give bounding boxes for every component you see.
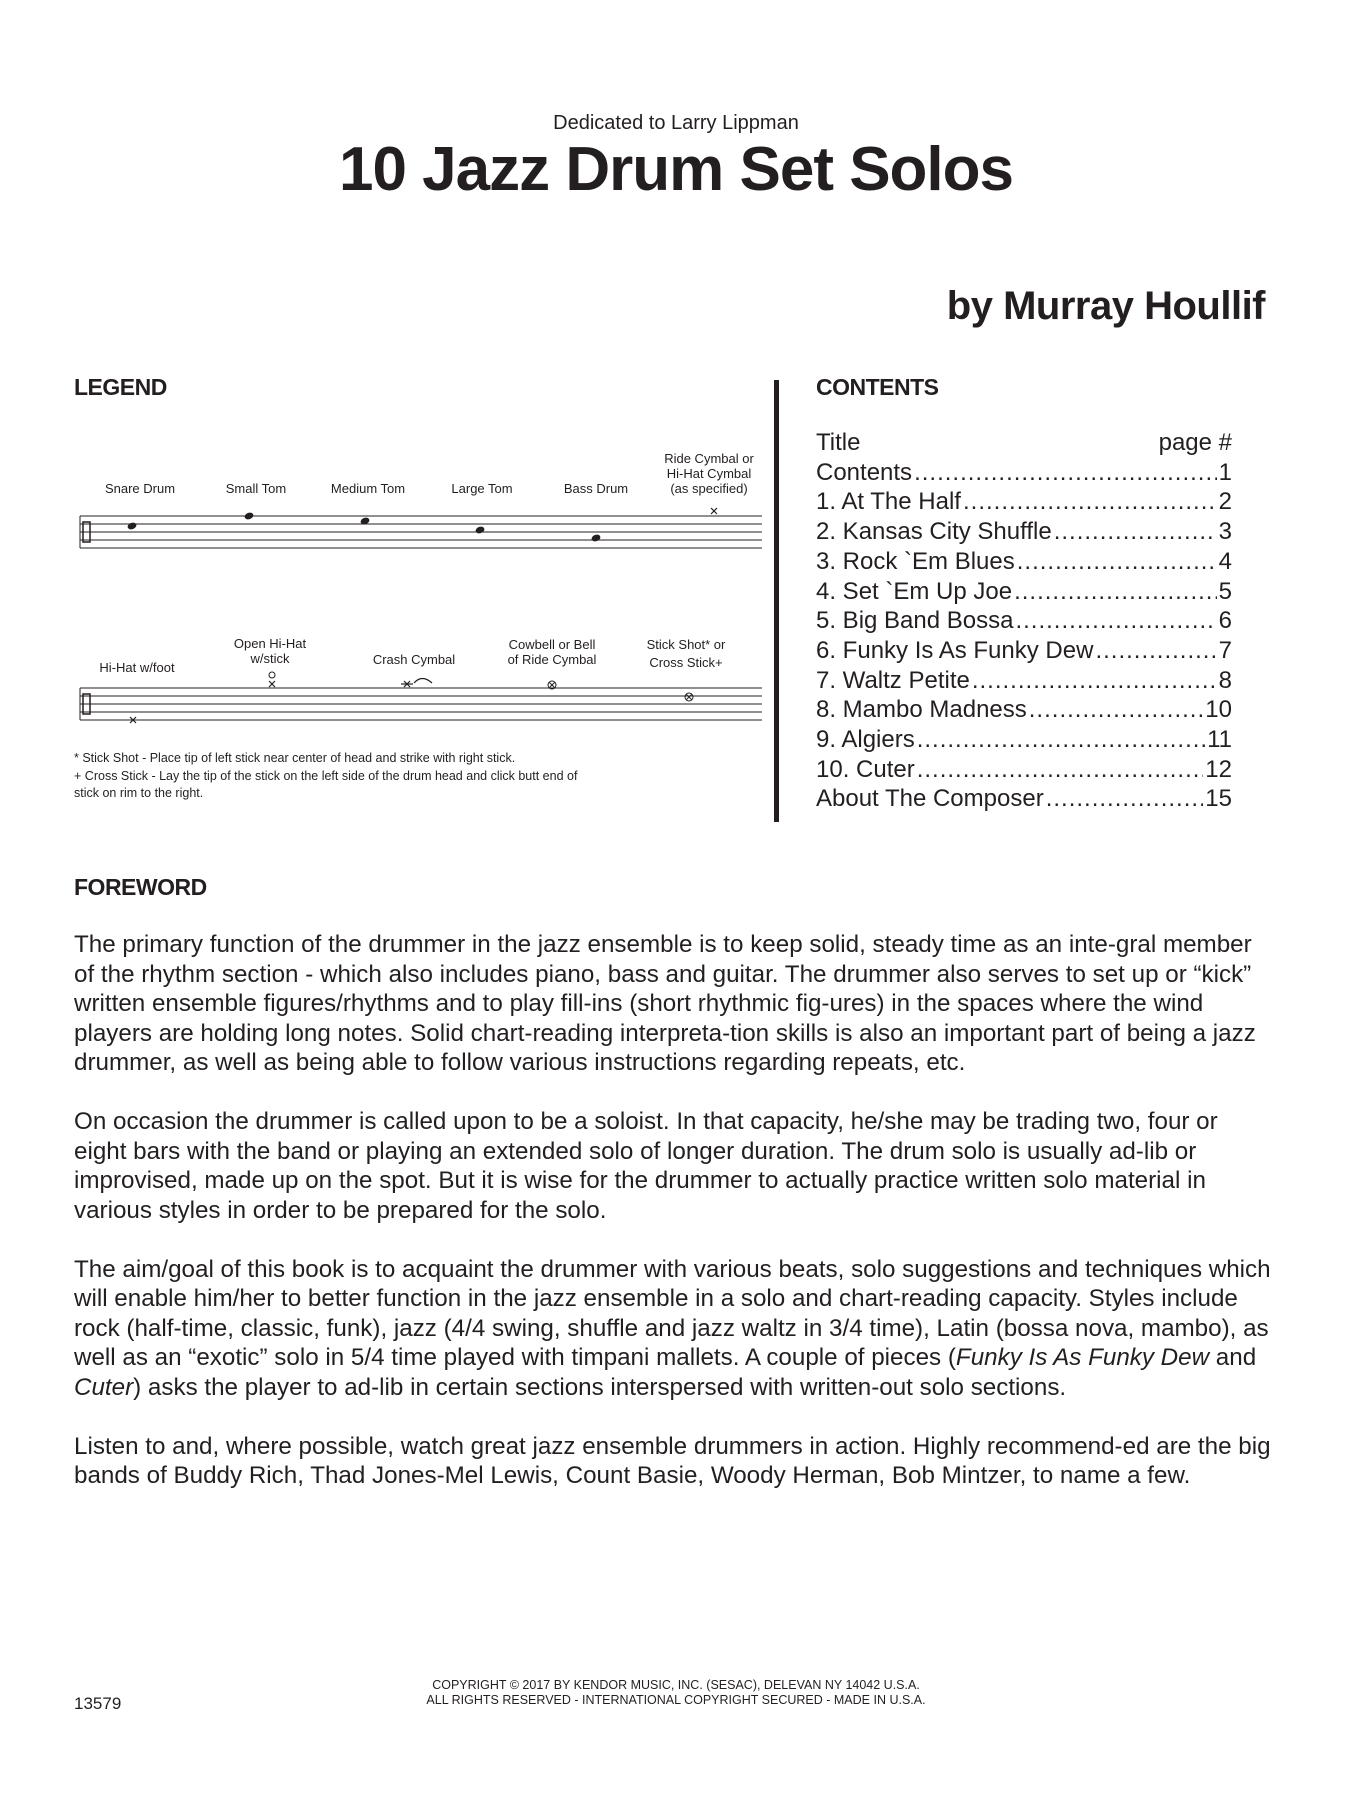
toc-title-column: Title: [816, 429, 861, 456]
toc-entry: [816, 547, 1232, 577]
legend-label-small-tom: Small Tom: [225, 481, 287, 496]
large-tom-notehead: [475, 525, 486, 534]
toc-entry: [816, 487, 1232, 517]
legend-label-ride-cymbal: Hi-Hat Cymbal: [666, 466, 752, 481]
staff-2: [80, 688, 762, 720]
toc-entry-page: 5: [1218, 577, 1232, 605]
toc-entry-title: 8. Mambo Madness: [816, 696, 1027, 724]
legend-label-stick-shot: Cross Stick+: [649, 655, 723, 670]
toc-entry-title: 4. Set `Em Up Joe: [816, 577, 1013, 605]
open-hi-hat-x-notehead: [269, 681, 275, 687]
copyright-line: ALL RIGHTS RESERVED - INTERNATIONAL COPYRIGHT SECURED - MADE IN U.S.A.: [426, 1693, 926, 1707]
legend-label-bass-drum: Bass Drum: [563, 481, 629, 496]
foreword-paragraph: The primary function of the drummer in the jazz ensemble is to keep solid, steady time as an inte-gral member of the rhythm section - which also includes piano, bass and guitar. The drummer also serves to set up or “kick” written ensemble figures/rhythms and to play fill-ins (short rhythmic fig-ures) in the spaces where the wind players are holding long notes. Solid chart-reading interpreta-tion skills is also an important part of being a jazz drummer, as well as being able to follow various instructions regarding repeats, etc.: [74, 931, 1256, 1076]
toc-entry-page: 4: [1218, 547, 1232, 575]
foreword-paragraph: On occasion the drummer is called upon to be a soloist. In that capacity, he/she may be trading two, four or eight bars with the band or playing an extended solo of longer duration. The drum solo is usually ad-lib or improvised, made up on the spot. But it is wise for the drummer to actually practice written solo material in various styles in order to be prepared for the solo.: [74, 1108, 1218, 1224]
column-divider: [774, 380, 779, 822]
crash-cymbal-x-notehead: [401, 679, 432, 688]
table-of-contents: [816, 428, 1232, 814]
stick-shot-circled-x-notehead: [685, 693, 693, 701]
toc-entry-page: 2: [1218, 488, 1232, 516]
foreword-heading: FOREWORD: [74, 874, 207, 900]
legend-heading: LEGEND: [74, 374, 167, 400]
toc-entry-title: 10. Cuter: [816, 755, 915, 783]
legend-label-ride-cymbal: Ride Cymbal or: [664, 451, 754, 466]
ride-cymbal-x-notehead: [711, 508, 717, 514]
toc-entry: [816, 458, 1232, 488]
toc-entry-title: 3. Rock `Em Blues: [816, 547, 1015, 575]
contents-heading: CONTENTS: [816, 374, 939, 400]
toc-leader-dots: [972, 666, 1217, 696]
toc-header: [816, 428, 1232, 458]
staff-1: [80, 516, 762, 548]
foreword-text: and: [1209, 1344, 1257, 1371]
toc-entry-title: 6. Funky Is As Funky Dew: [816, 636, 1094, 664]
bass-drum-notehead: [591, 533, 602, 542]
toc-leader-dots: [1054, 517, 1217, 547]
toc-entry-page: 1: [1218, 458, 1232, 486]
toc-entry-page: 15: [1205, 785, 1232, 813]
toc-leader-dots: [917, 755, 1204, 785]
legend-label-open-hi-hat: Open Hi-Hat: [233, 636, 307, 651]
foreword-italic-title: Funky Is As Funky Dew: [955, 1344, 1210, 1371]
toc-entry-page: 3: [1218, 518, 1232, 546]
snare-drum-notehead: [127, 521, 138, 530]
toc-leader-dots: [1014, 577, 1217, 607]
foreword-paragraph: Listen to and, where possible, watch great jazz ensemble drummers in action. Highly recommend-ed are the big bands of Buddy Rich, Thad Jones-Mel Lewis, Count Basie, Woody Herman, Bob Mintzer, to name a few.: [74, 1432, 1271, 1489]
open-circle-icon: [269, 672, 275, 678]
toc-entry-page: 7: [1218, 636, 1232, 664]
legend-label-open-hi-hat: w/stick: [250, 651, 290, 666]
toc-entry: [816, 517, 1232, 547]
legend-label-hi-hat-foot: Hi-Hat w/foot: [99, 660, 175, 675]
catalog-number: 13579: [74, 1694, 122, 1713]
toc-page-column: page #: [1158, 429, 1232, 456]
toc-entry-title: About The Composer: [816, 785, 1044, 813]
foreword-text: The aim/goal of this book is to acquaint the drummer with various beats, solo suggestions and techniques which will enable him/her to better function in the jazz ensemble in a solo and chart-reading capacity. Styles include rock (half-time, classic, funk), jazz (4/4 swing, shuffle and jazz waltz in 3/4 time), Latin (bossa nova, mambo), as well as an “exotic” solo in 5/4 time played with timpani mallets. A couple of pieces (: [74, 1255, 1271, 1371]
foreword-text: ) asks the player to ad-lib in certain sections interspersed with written-out solo sections.: [133, 1373, 1067, 1401]
foreword-paragraph: [74, 1255, 1274, 1403]
legend-notation: [74, 430, 774, 740]
copyright-notice: [0, 1678, 1352, 1708]
toc-entry: [816, 666, 1232, 696]
toc-leader-dots: [1017, 547, 1217, 577]
dedication: Dedicated to Larry Lippman: [553, 112, 799, 134]
toc-entry: [816, 606, 1232, 636]
toc-entry-title: 5. Big Band Bossa: [816, 607, 1014, 635]
toc-leader-dots: [1029, 695, 1204, 725]
cross-stick-text: Cross Stick - Lay the tip of the stick on the left side of the drum head and click butt end of stick on rim to the right.: [74, 769, 578, 800]
small-tom-notehead: [244, 511, 255, 520]
toc-entry-title: 1. At The Half: [816, 488, 961, 516]
toc-entry: [816, 725, 1232, 755]
foreword-body: [74, 930, 1274, 1520]
foreword-italic-title: Cuter: [74, 1373, 134, 1401]
toc-entry-title: 9. Algiers: [816, 726, 915, 754]
toc-entry: [816, 784, 1232, 814]
legend-label-stick-shot: Stick Shot* or: [646, 637, 726, 652]
footnote-stick-shot: * Stick Shot - Place tip of left stick near center of head and strike with right stick.: [74, 751, 516, 765]
toc-entry: [816, 636, 1232, 666]
toc-leader-dots: [914, 458, 1217, 488]
cross-stick-symbol: +: [74, 769, 82, 783]
legend-label-snare-drum: Snare Drum: [104, 481, 176, 496]
toc-leader-dots: [1095, 636, 1216, 666]
page-title: 10 Jazz Drum Set Solos: [338, 135, 1014, 204]
author-byline: by Murray Houllif: [946, 284, 1265, 328]
toc-entry-page: 6: [1218, 607, 1232, 635]
legend-label-medium-tom: Medium Tom: [330, 481, 406, 496]
legend-label-ride-cymbal: (as specified): [670, 481, 748, 496]
toc-entry-page: 12: [1205, 755, 1232, 783]
toc-entry-page: 10: [1205, 696, 1232, 724]
toc-leader-dots: [1015, 606, 1216, 636]
toc-entry-title: 2. Kansas City Shuffle: [816, 518, 1052, 546]
toc-entry: [816, 755, 1232, 785]
footnote-cross-stick: [74, 768, 594, 802]
toc-leader-dots: [1046, 784, 1204, 814]
legend-label-cowbell: Cowbell or Bell: [508, 637, 596, 652]
legend-label-cowbell: of Ride Cymbal: [507, 652, 597, 667]
toc-leader-dots: [917, 725, 1205, 755]
copyright-line: COPYRIGHT © 2017 BY KENDOR MUSIC, INC. (SESAC), DELEVAN NY 14042 U.S.A.: [432, 1678, 920, 1692]
legend-label-crash-cymbal: Crash Cymbal: [372, 652, 456, 667]
toc-leader-dots: [963, 487, 1217, 517]
legend-label-large-tom: Large Tom: [451, 481, 513, 496]
toc-entry-title: 7. Waltz Petite: [816, 666, 970, 694]
toc-entry: [816, 577, 1232, 607]
toc-entry-page: 8: [1218, 666, 1232, 694]
toc-list: [816, 458, 1232, 814]
toc-entry-page: 11: [1207, 726, 1232, 754]
toc-entry-title: Contents: [816, 458, 913, 486]
toc-entry: [816, 695, 1232, 725]
